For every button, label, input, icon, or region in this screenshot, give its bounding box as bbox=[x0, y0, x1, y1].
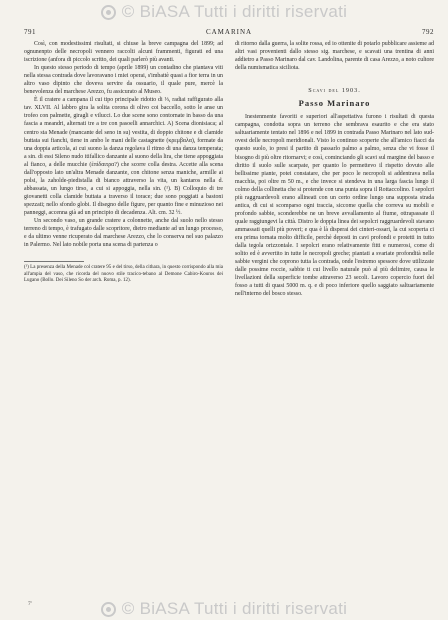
footnote: (¹) La presenza della Menade col cratere 95 e del tirso, della cithara, in questo corrispondo alla mia all'ampia del vaso, che ricorda del nuovo stile tracico-tebano al Demone Cabiro-Kouros dei Lugano (Bollo. Dei Sileno So der arch. Roma, p. 12). bbox=[24, 265, 223, 284]
book-page bbox=[24, 28, 434, 607]
page-number-right: 792 bbox=[422, 28, 434, 36]
paragraph: Un secondo vaso, un grande cratere a colonnette, anche dal suolo nello stesso terreno di tempo, è trafugato dalle scopritore, dietro mediante ad un lungo processo, e da ultimo venne ricuperato dal marchese Arezzo, che lo conserva nel suo palazzo in Palermo. Nel lato nobile porta una scena di partenza o bbox=[24, 218, 223, 249]
biasa-logo-icon bbox=[101, 5, 116, 20]
printer-signature: 7' bbox=[28, 601, 32, 607]
paragraph: Così, con modestissimi risultati, si chiuse la breve campagna del 1899; ad ognunenpto delle necropoli vennero raccolti alcuni frammenti, figurati ed una iscrizione (anfora di piccolo scritto, dei quali parlerò più avanti. bbox=[24, 41, 223, 64]
biasa-logo-icon bbox=[101, 602, 116, 617]
watermark-top bbox=[0, 1, 448, 23]
watermark-bottom bbox=[0, 598, 448, 620]
paragraph: di ritorno dalla guerra, la solite rossa, ed io ottenite di potarlo pubblicare assieme ad altri vasi provenienti dallo stesso sig. marchese, e scavati una trentina di anni addietro a Passo Marinaro dal cav. Landolina, parente di casa Arezzo, a noto cultore della numismatica siciliota. bbox=[235, 41, 434, 72]
watermark-text: © BiASA Tutti i diritti riservati bbox=[121, 2, 348, 21]
section-date: Scavi del 1903. bbox=[308, 87, 361, 95]
running-title: CAMARINA bbox=[205, 28, 253, 36]
watermark-text: © BiASA Tutti i diritti riservati bbox=[121, 599, 348, 618]
paragraph: Inestenmente favoriti e superiori all'aspettativa furono i risultati di questa campagna, condotta sopra un terreno che sembrava esaurito e che era stato saltuariamente tentato nel 1896 e nel 1899 in contrada Passo Marinaro nel lato sud-ovest delle necropoli meridionali. Visto lo continuo scoperte che all'amico fiacci da questo suolo, io presi il partito di passarlo palmo a palmo, senza che vi fosse il bisogno di più oltre ritornarvi; e così, cominciando gli scavi sul margine del basso e diritto il suolo sulle scarpate, per quanto lo permettevo il rispetto dovuto alle bellissime piante, potei constatare, che per poco le necropoli si addentrava nella macchia, poi oltre m 50 m., e che invece si stendeva in una larga fascia lungo il colmo della collinetta che si protende con una punta sopra il Rottaccolino. I sepolcri più raggruardevoli erano allineati con un certo ordine lungo una supposta strada antica, di cui si scomparso ogni traccia, siccome quella che correva su mobili e profondo sabbie, sconderebbe ne un breve avvallamento al fiume, ottrapassate il quale raggiungevi la città. Distro le doppia linea dei sepolcri raggruardevoli stavano ammassati quelli più poveri; e qua è là disperai dei cinteri-ossari, la cui scoperta ci era prima tornata molto difficile, perchè deposti in cavi profondi e protetti in tutto dalla tegola orizzontale. I sepolcri erano relativamente fitti e numerosi, come di solito ed è avvertito in tutte le necropoli greche; piantati a svariate profondità nelle sabbie vergini che coprono tutta la contrada, onde l'estremo spessore dove utilizzate dalle possime roccie, sabbie ti cui livello naturale può al più delimire, causa le livellazioni della superficie tombe attraverso 23 secoli. Lavoro copercio fuori del fosso a tutti di quasi 5000 m. q. e di poco inferiore quello saggiato saltuariamente nell'interno del bosco stesso. bbox=[235, 114, 434, 298]
text-columns bbox=[24, 40, 434, 592]
right-column bbox=[235, 40, 434, 592]
page-number-left: 791 bbox=[24, 28, 36, 36]
running-head bbox=[24, 28, 434, 38]
section-title: Passo Marinaro bbox=[298, 98, 371, 109]
left-column bbox=[24, 40, 223, 592]
paragraph: In questo stesso periodo di tempo (aprile 1899) un contadino che piantava viti nella stessa contrada dove lavoravano i miei operai, s'imbattè quasi a fior terra in un altro vaso dipinto che doveva servire da ossuario, il quale pure, mercè la benevolenza del marchese Arezzo, fu assicurato al Museo. bbox=[24, 65, 223, 96]
paragraph: È il cratere a campana il cui tipo principale ridotto di ⅓, radiai raffigurato alla tav. XLVII. Al labbro gira la solita corona di olivo coi baccello, sotto le anse un trofeo con palmette, giragli e vilucci. Lo due scene sono contornate in basso da una fascia a meandri, alternati tre a tre con pasoelli annarchici. A) Scena dionisiaca; al centro sta Menade (mancante del seno in su) vestita, di doppio chitone e di clamide buttata sui fianchi, tiene in ambo le mani delle castagnette (κρεμβαλα), formate da una doppia articola, ai cui suono la danza regolava il ritmo di una danza temperata; a sin. di essi Sileno nudo itifallico danzante al suono della lira, che tiene appoggiata al fianco, a delle mucchie (ἐπίδαιτρα?) che scorre colla destra. Accette alla scena dall'opposto lato un'altra Menade danzante, con chitone senza maniche, armille ai polsi, la zaholde-piedistalla di bianco attraverso la vita, un kantaros nella d. abbassata, un lungo tirso, a cui si appoggia, nella sin. (¹). B) Colloquio di tre giovanetti colla clamide buttata a traverso il torace; due sono poggiati a bastoni spezzati; nello sfondo globi. Il disegno delle figure, per quanto fine e minuzioso nei panneggi, accenna già ad un principio di decadenza. Alt. cm. 32 ½. bbox=[24, 97, 223, 216]
footnote-divider bbox=[24, 261, 84, 262]
